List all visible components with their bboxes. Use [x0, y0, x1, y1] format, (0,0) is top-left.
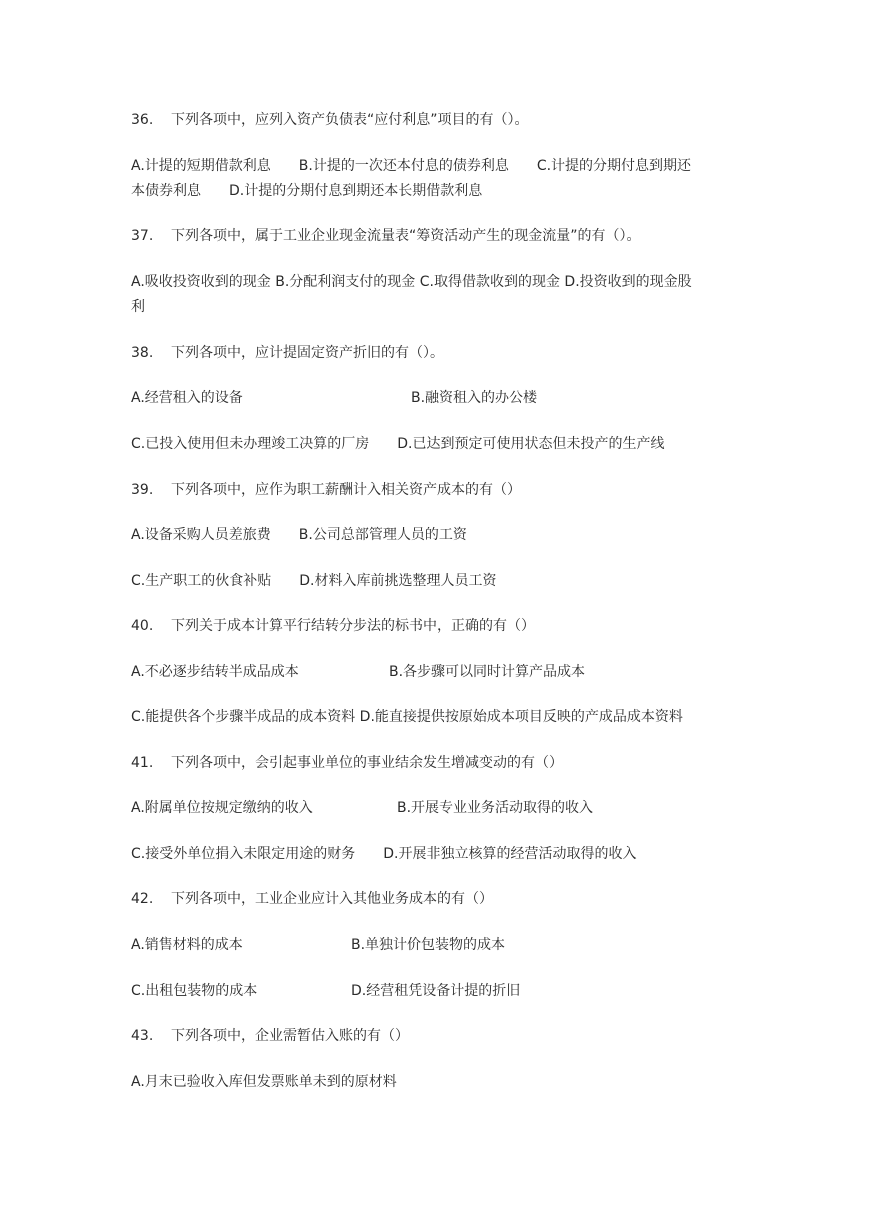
question-stem: 下列各项中，应作为职工薪酬计入相关资产成本的有（） [171, 482, 521, 498]
question-39-options-cd: C.生产职工的伙食补贴 D.材料入库前挑选整理人员工资 [131, 573, 497, 589]
question-42 [131, 889, 493, 909]
question-37-options-line-2: 利 [131, 299, 145, 315]
question-42-option-d: D.经营租凭设备计提的折旧 [351, 983, 521, 999]
question-stem: 下列关于成本计算平行结转分步法的标书中，正确的有（） [171, 618, 535, 634]
question-42-option-b: B.单独计价包装物的成本 [351, 937, 506, 953]
question-number: 40. [131, 618, 154, 634]
question-stem: 下列各项中，会引起事业单位的事业结余发生增减变动的有（） [171, 755, 563, 771]
question-number: 39. [131, 482, 154, 498]
question-36-options-line-2: 本债券利息 D.计提的分期付息到期还本长期借款利息 [131, 183, 483, 199]
question-40-option-b: B.各步骤可以同时计算产品成本 [389, 664, 586, 680]
question-stem: 下列各项中，工业企业应计入其他业务成本的有（） [171, 891, 493, 907]
question-39-options-ab: A.设备采购人员差旅费 B.公司总部管理人员的工资 [131, 527, 467, 543]
question-42-option-a: A.销售材料的成本 [131, 937, 243, 953]
question-41-option-a: A.附属单位按规定缴纳的收入 [131, 800, 313, 816]
question-36-options-line-1: A.计提的短期借款利息 B.计提的一次还本付息的债券利息 C.计提的分期付息到期还 [131, 158, 692, 174]
question-36 [131, 110, 529, 130]
question-38-option-b: B.融资租入的办公楼 [411, 390, 538, 406]
question-stem: 下列各项中，应计提固定资产折旧的有（）。 [171, 345, 444, 361]
question-38-options-cd: C.已投入使用但未办理竣工决算的厂房 D.已达到预定可使用状态但未投产的生产线 [131, 436, 665, 452]
question-stem: 下列各项中，属于工业企业现金流量表“筹资活动产生的现金流量”的有（）。 [171, 228, 641, 244]
question-number: 38. [131, 345, 154, 361]
question-37-options-line-1: A.吸收投资收到的现金 B.分配利润支付的现金 C.取得借款收到的现金 D.投资收到的现金股 [131, 274, 692, 290]
question-41-option-b: B.开展专业业务活动取得的收入 [397, 800, 594, 816]
question-42-option-c: C.出租包装物的成本 [131, 983, 258, 999]
question-number: 36. [131, 112, 154, 128]
question-43-option-a: A.月末已验收入库但发票账单未到的原材料 [131, 1074, 397, 1090]
question-41-options-cd: C.接受外单位捐入未限定用途的财务 D.开展非独立核算的经营活动取得的收入 [131, 846, 637, 862]
question-43 [131, 1026, 409, 1046]
question-38 [131, 343, 444, 363]
question-stem: 下列各项中，企业需暂估入账的有（） [171, 1028, 409, 1044]
question-40 [131, 616, 535, 636]
question-41 [131, 753, 563, 773]
question-number: 37. [131, 228, 154, 244]
question-stem: 下列各项中，应列入资产负债表“应付利息”项目的有（）。 [171, 112, 529, 128]
question-38-option-a: A.经营租入的设备 [131, 390, 243, 406]
question-number: 43. [131, 1028, 154, 1044]
question-number: 41. [131, 755, 154, 771]
question-40-options-cd: C.能提供各个步骤半成品的成本资料 D.能直接提供按原始成本项目反映的产成品成本资料 [131, 709, 683, 725]
question-40-option-a: A.不必逐步结转半成品成本 [131, 664, 299, 680]
question-37 [131, 226, 641, 246]
question-39 [131, 480, 521, 500]
question-number: 42. [131, 891, 154, 907]
